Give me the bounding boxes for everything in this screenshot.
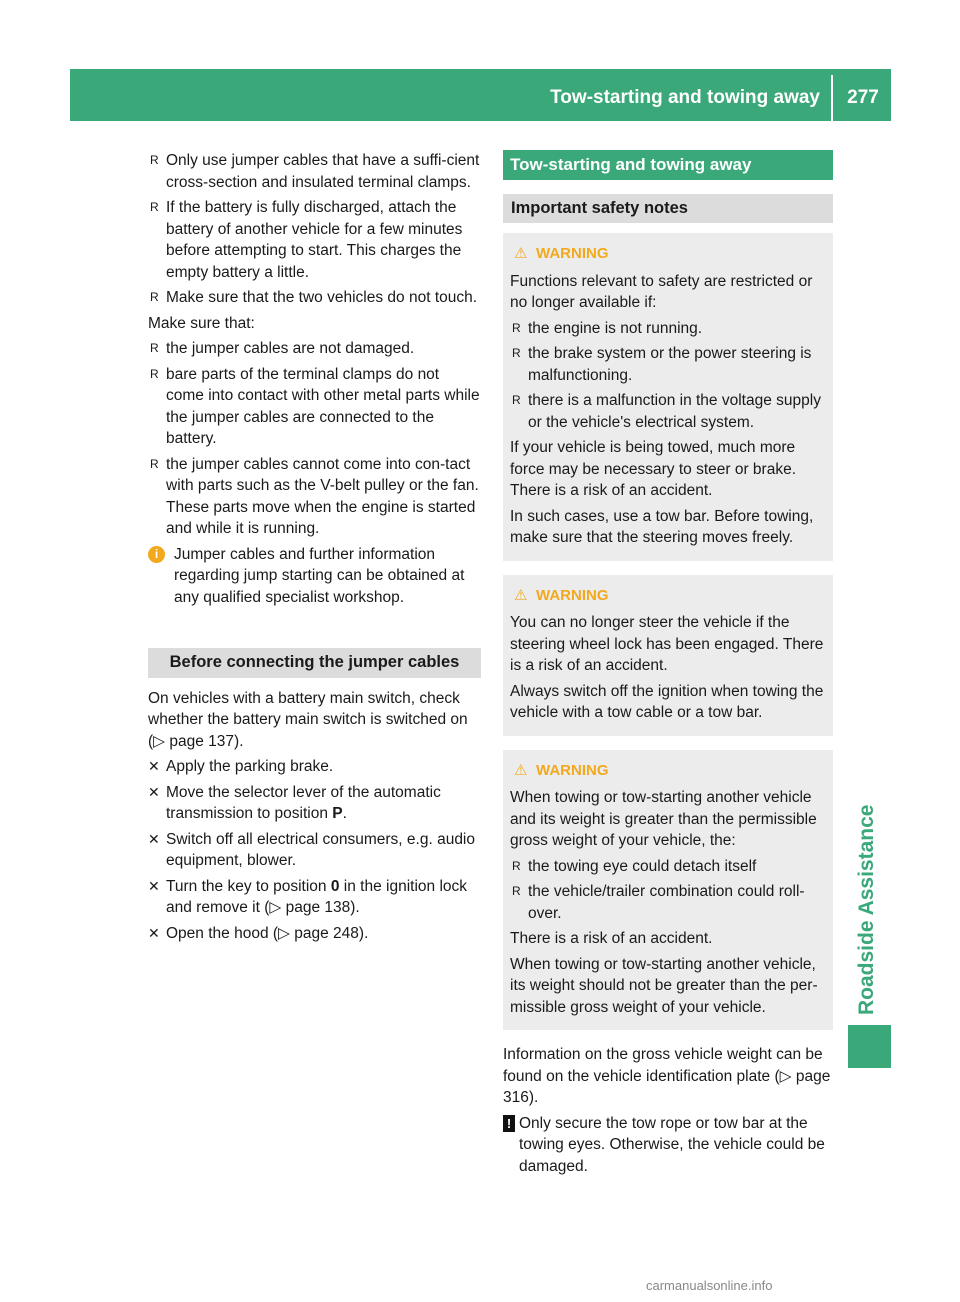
warning-text: Functions relevant to safety are restricted or no longer available if:: [510, 272, 813, 311]
before-connecting-heading: Before connecting the jumper cables: [148, 648, 481, 678]
bullet-icon: R: [512, 858, 521, 873]
right-column: [503, 150, 833, 1181]
warning-title: ⚠ WARNING: [510, 585, 826, 607]
make-sure-text: Make sure that:: [148, 314, 255, 332]
warning-box: [503, 575, 833, 736]
bullet-icon: R: [512, 884, 521, 898]
bullet-icon: R: [512, 393, 521, 407]
list-item: R the towing eye could detach itself: [510, 856, 826, 878]
watermark: carmanualsonline.info: [646, 1278, 773, 1293]
info-note: i Jumper cables and further information regarding jump starting can be obtained at any qualified specialist workshop.: [148, 544, 481, 609]
damage-notice: ! Only secure the tow rope or tow bar at the towing eyes. Otherwise, the vehicle could be damaged.: [503, 1113, 833, 1178]
info-icon: i: [148, 546, 165, 563]
gross-weight-info: Information on the gross vehicle weight can be found on the vehicle identification plate (▷ page 316).: [503, 1046, 831, 1106]
left-column: [148, 150, 481, 948]
warning-text: If your vehicle is being towed, much more force may be necessary to steer or brake. There is a risk of an accident.: [510, 439, 797, 499]
step-item: ✕ Open the hood (▷ page 248).: [148, 923, 481, 945]
step-icon: ✕: [148, 830, 160, 847]
list-item: R bare parts of the terminal clamps do not come into contact with other metal parts while the jumper cables are connected to the battery.: [150, 365, 480, 447]
battery-switch-text: On vehicles with a battery main switch, check whether the battery main switch is switched on (▷ page 137).: [148, 689, 468, 750]
page-header: [70, 69, 891, 121]
step-icon: ✕: [148, 758, 160, 774]
warning-text: When towing or tow-starting another vehicle and its weight is greater than the permissible gross weight of your vehicle, the:: [510, 789, 817, 849]
bullet-icon: R: [150, 153, 159, 167]
bullet-icon: R: [150, 366, 159, 381]
list-item: R Only use jumper cables that have a suffi-cient cross-section and insulated terminal clamps.: [150, 152, 480, 191]
warning-title: ⚠ WARNING: [510, 243, 826, 265]
step-icon: ✕: [148, 924, 160, 941]
bullet-icon: R: [512, 320, 521, 335]
step-item: ✕ Apply the parking brake.: [148, 756, 481, 778]
warning-triangle-icon: ⚠: [514, 245, 528, 262]
side-tab-marker: [848, 1025, 891, 1068]
warning-text: There is a risk of an accident.: [510, 930, 713, 947]
list-item: R the brake system or the power steering is malfunctioning.: [512, 345, 812, 384]
warning-box: [503, 233, 833, 561]
warning-triangle-icon: ⚠: [514, 761, 528, 779]
warning-text: When towing or tow-starting another vehicle, its weight should not be greater than the per-missible gross weight of your vehicle.: [510, 955, 818, 1016]
list-item: R If the battery is fully discharged, attach the battery of another vehicle for a few minutes before attempting to start. This charges the empty battery a little.: [150, 199, 463, 281]
step-icon: ✕: [148, 877, 160, 894]
step-item: ✕ Move the selector lever of the automatic transmission to position P.: [148, 783, 441, 822]
step-item: ✕ Switch off all electrical consumers, e.g. audio equipment, blower.: [148, 830, 476, 869]
step-icon: ✕: [148, 783, 160, 800]
list-item: R the jumper cables are not damaged.: [148, 338, 481, 360]
warning-text: You can no longer steer the vehicle if the steering wheel lock has been engaged. There is a risk of an accident.: [510, 614, 824, 674]
safety-notes-heading: Important safety notes: [503, 194, 833, 224]
exclamation-icon: !: [503, 1115, 515, 1132]
page-number: 277: [847, 87, 879, 108]
bullet-icon: R: [150, 290, 159, 304]
bullet-icon: R: [150, 341, 159, 355]
list-item: R the vehicle/trailer combination could roll-over.: [512, 883, 805, 922]
warning-triangle-icon: ⚠: [514, 586, 528, 604]
bullet-icon: R: [512, 346, 521, 360]
list-item: R there is a malfunction in the voltage supply or the vehicle's electrical system.: [512, 392, 821, 431]
page-header-title: Tow-starting and towing away: [550, 87, 820, 108]
side-tab-label: Roadside Assistance: [855, 804, 878, 1015]
list-item: R the jumper cables cannot come into con-tact with parts such as the V-belt pulley or the fan. These parts move when the engine is started and while it is running.: [150, 455, 479, 537]
list-item: R the engine is not running.: [510, 318, 826, 340]
bullet-icon: R: [150, 200, 159, 214]
section-heading: Tow-starting and towing away: [503, 150, 833, 180]
warning-text: In such cases, use a tow bar. Before towing, make sure that the steering moves freely.: [510, 507, 814, 546]
step-item: ✕ Turn the key to position 0 in the ignition lock and remove it (▷ page 138).: [148, 877, 468, 916]
warning-title: ⚠ WARNING: [510, 760, 826, 782]
warning-text: Always switch off the ignition when towing the vehicle with a tow cable or a tow bar.: [510, 682, 824, 721]
header-divider: [831, 75, 833, 121]
bullet-icon: R: [150, 456, 159, 471]
warning-box: [503, 750, 833, 1031]
list-item: R Make sure that the two vehicles do not touch.: [148, 287, 481, 309]
